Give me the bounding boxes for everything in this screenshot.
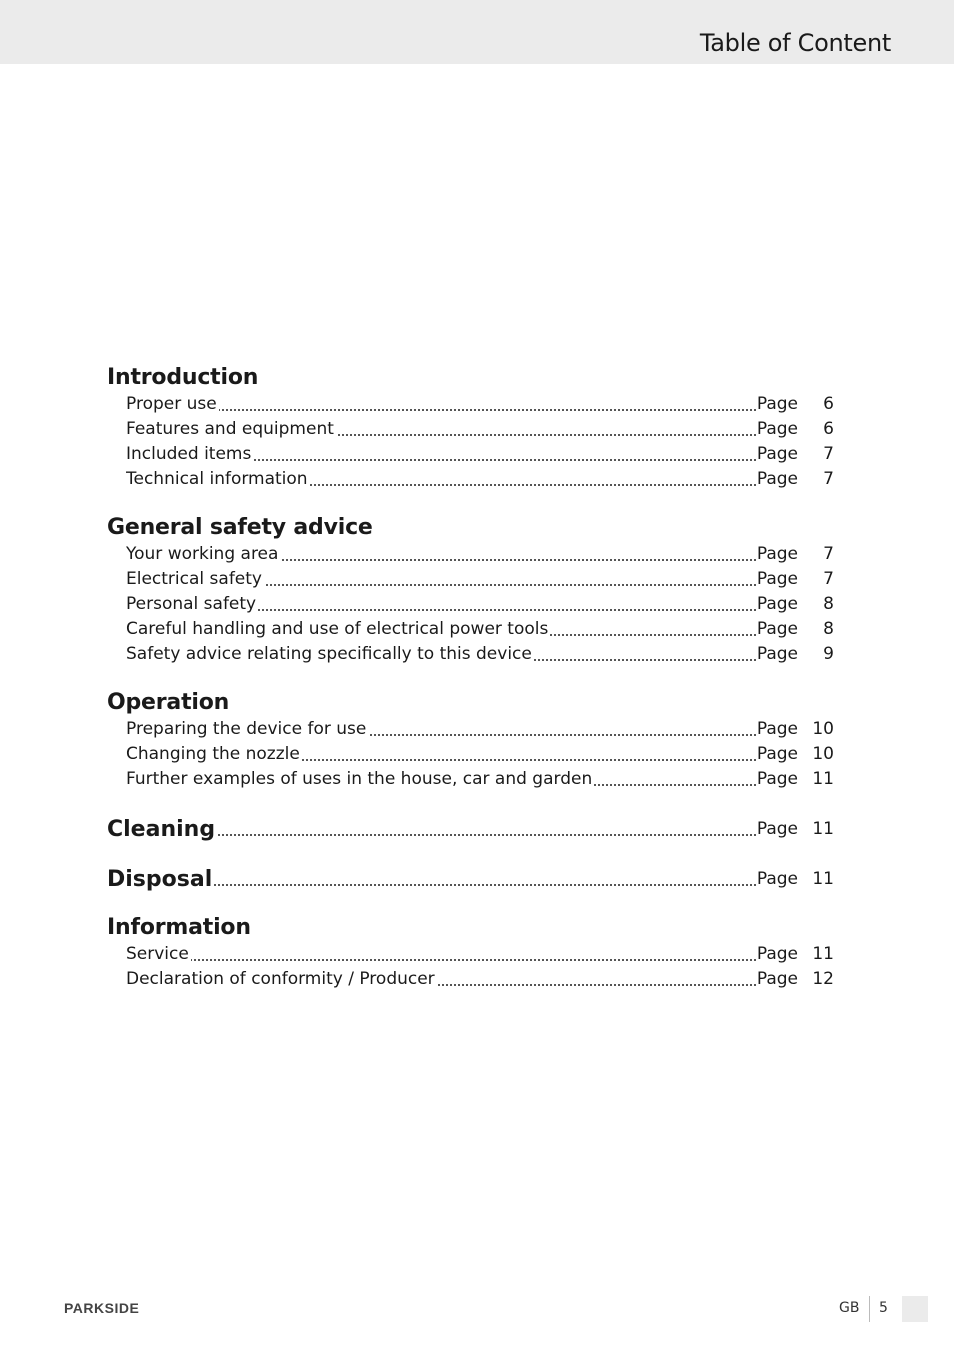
page-number: 7 xyxy=(823,469,834,489)
page-number: 11 xyxy=(812,819,834,839)
page-word: Page xyxy=(756,719,798,739)
page-number: 6 xyxy=(823,419,834,439)
page-number: 7 xyxy=(823,544,834,564)
entry-label: Features and equipment xyxy=(126,419,334,439)
page-word: Page xyxy=(756,769,798,789)
entry-label: Included items xyxy=(126,444,252,464)
toc-entry[interactable] xyxy=(126,592,834,617)
page-header xyxy=(0,0,954,64)
entry-label: Declaration of conformity / Producer xyxy=(126,969,435,989)
toc-entry[interactable] xyxy=(126,942,834,967)
page-word: Page xyxy=(756,419,798,439)
toc-entry-disposal[interactable] xyxy=(107,867,834,892)
page-word: Page xyxy=(756,619,798,639)
page-title: Table of Content xyxy=(699,29,891,57)
entry-label: Proper use xyxy=(126,394,217,414)
page-word: Page xyxy=(756,944,798,964)
toc-entry[interactable] xyxy=(126,617,834,642)
page-word: Page xyxy=(756,569,798,589)
page-number: 7 xyxy=(823,444,834,464)
toc-entry[interactable] xyxy=(126,767,834,792)
toc-entry[interactable] xyxy=(126,392,834,417)
page-word: Page xyxy=(756,444,798,464)
page-number: 11 xyxy=(812,944,834,964)
page-word: Page xyxy=(756,469,798,489)
entry-label: Service xyxy=(126,944,189,964)
footer-tab-marker xyxy=(902,1296,928,1322)
page-word: Page xyxy=(756,869,798,889)
toc-entry[interactable] xyxy=(126,642,834,667)
entry-label: Preparing the device for use xyxy=(126,719,367,739)
page-word: Page xyxy=(756,744,798,764)
entry-label: Careful handling and use of electrical power tools xyxy=(126,619,549,639)
toc-entry[interactable] xyxy=(126,542,834,567)
toc-entry-cleaning[interactable] xyxy=(107,817,834,842)
entry-label: Further examples of uses in the house, car and garden xyxy=(126,769,593,789)
toc-entry[interactable] xyxy=(126,467,834,492)
page-number: 10 xyxy=(812,719,834,739)
page-word: Page xyxy=(756,644,798,664)
page-word: Page xyxy=(756,819,798,839)
entry-label: Technical information xyxy=(126,469,308,489)
entry-label: Changing the nozzle xyxy=(126,744,300,764)
parkside-logo: PARKSIDE xyxy=(64,1300,140,1316)
page-number: 8 xyxy=(823,619,834,639)
section-title-information: Information xyxy=(107,915,251,940)
section-title-general-safety-advice: General safety advice xyxy=(107,515,373,540)
entry-label: Your working area xyxy=(126,544,279,564)
toc-entry[interactable] xyxy=(126,442,834,467)
section-title-cleaning: Cleaning xyxy=(107,817,216,842)
entry-label: Electrical safety xyxy=(126,569,262,589)
page-word: Page xyxy=(756,394,798,414)
page-number: 7 xyxy=(823,569,834,589)
toc-entry[interactable] xyxy=(126,567,834,592)
toc-entry[interactable] xyxy=(126,417,834,442)
page-number: 6 xyxy=(823,394,834,414)
section-title-disposal: Disposal xyxy=(107,867,213,892)
page-number: 11 xyxy=(812,769,834,789)
page-number: 10 xyxy=(812,744,834,764)
toc-entry[interactable] xyxy=(126,967,834,992)
section-title-introduction: Introduction xyxy=(107,365,259,390)
section-title-operation: Operation xyxy=(107,690,230,715)
entry-label: Safety advice relating specifically to this device xyxy=(126,644,532,664)
page-word: Page xyxy=(756,594,798,614)
page-number-footer: 5 xyxy=(879,1300,888,1316)
entry-label: Personal safety xyxy=(126,594,257,614)
toc-entry[interactable] xyxy=(126,717,834,742)
page-word: Page xyxy=(756,544,798,564)
page-number: 9 xyxy=(823,644,834,664)
page-number: 12 xyxy=(812,969,834,989)
page-number: 8 xyxy=(823,594,834,614)
page-number: 11 xyxy=(812,869,834,889)
footer-divider xyxy=(869,1296,870,1322)
toc-entry[interactable] xyxy=(126,742,834,767)
page-word: Page xyxy=(756,969,798,989)
language-code: GB xyxy=(839,1300,860,1316)
